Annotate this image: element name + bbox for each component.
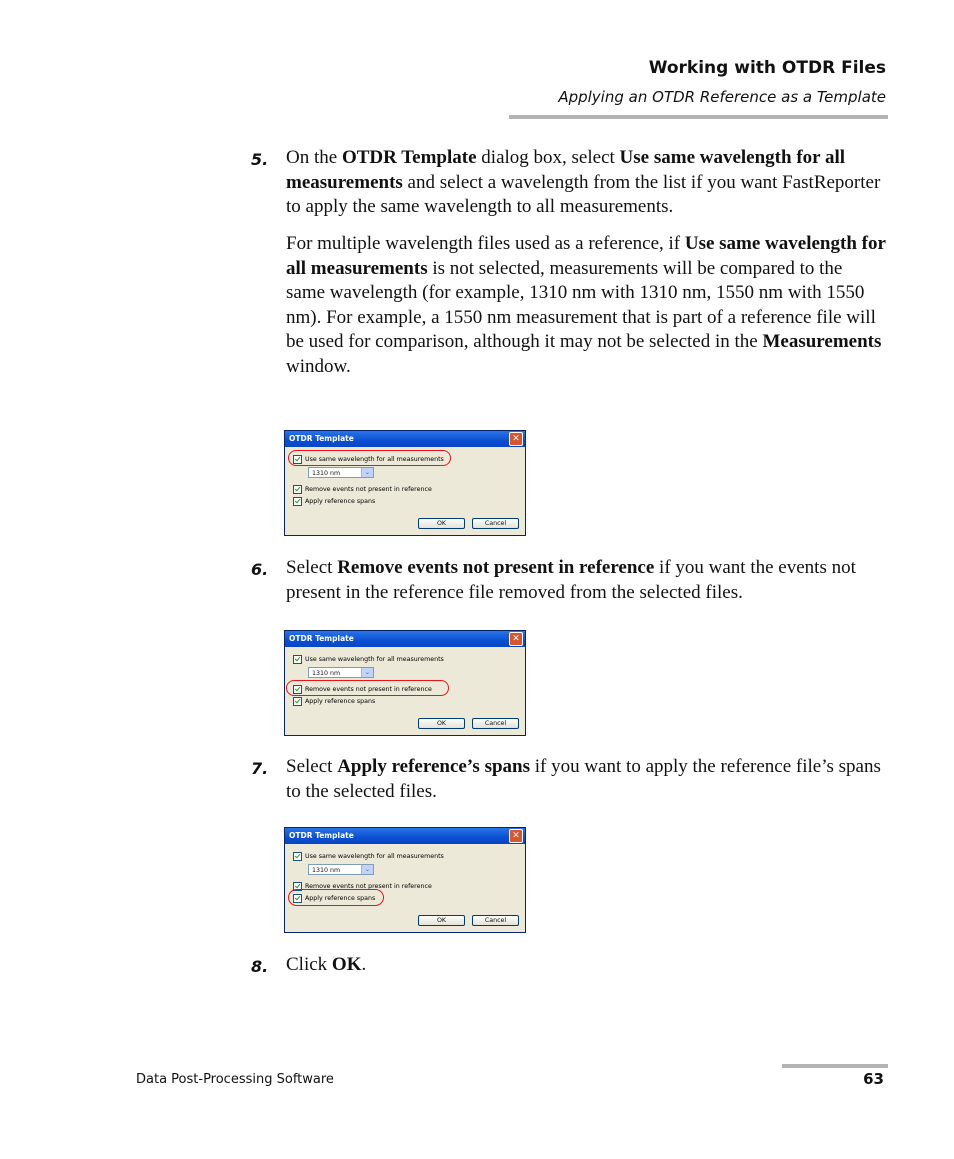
step-text bbox=[286, 755, 886, 804]
checkbox-label: Apply reference spans bbox=[305, 895, 376, 902]
dialog-title-bar bbox=[285, 631, 525, 647]
apply-spans-checkbox[interactable] bbox=[293, 697, 375, 706]
cancel-button[interactable]: Cancel bbox=[472, 915, 519, 926]
step-number: 5. bbox=[251, 150, 269, 169]
text-run: . bbox=[361, 954, 367, 975]
ui-term: OTDR Template bbox=[341, 147, 477, 168]
cancel-button[interactable]: Cancel bbox=[472, 518, 519, 529]
ui-term: Use same wavelength for all measurements bbox=[286, 233, 886, 279]
highlight-ellipse bbox=[288, 450, 451, 466]
step-number: 8. bbox=[251, 957, 269, 976]
select-value: 1310 nm bbox=[312, 867, 341, 874]
text-run: Select bbox=[286, 557, 338, 578]
wavelength-select[interactable] bbox=[308, 864, 374, 875]
text-run: if you want to apply the reference file’s spans to the selected files. bbox=[286, 756, 881, 802]
text-run: On the bbox=[286, 147, 342, 168]
select-value: 1310 nm bbox=[312, 670, 341, 677]
running-header-subtitle: Applying an OTDR Reference as a Template bbox=[558, 88, 886, 106]
step-number: 7. bbox=[251, 759, 269, 778]
text-run: For multiple wavelength files used as a reference, if bbox=[286, 233, 685, 254]
ui-term: Measurements bbox=[762, 331, 882, 353]
ok-button[interactable]: OK bbox=[418, 518, 465, 529]
checkbox-label: Remove events not present in reference bbox=[305, 686, 432, 693]
text-run: is not selected, measurements will be compared to the same wavelength (for example, 1310 nm with 1310 nm, 1550 nm with 1550 nm). For example, a 1550 nm measurement that is part of a reference file will be used for comparison, although it may not be selected in the bbox=[286, 257, 876, 353]
footer-doc-title: Data Post-Processing Software bbox=[136, 1072, 334, 1087]
cancel-button[interactable]: Cancel bbox=[472, 718, 519, 729]
dialog-title: OTDR Template bbox=[289, 634, 354, 643]
checkbox-box[interactable] bbox=[293, 655, 302, 664]
checkbox-label: Remove events not present in reference bbox=[305, 883, 432, 890]
checkbox-label: Remove events not present in reference bbox=[305, 486, 432, 493]
wavelength-select[interactable] bbox=[308, 467, 374, 478]
chevron-down-icon[interactable]: ⌄ bbox=[361, 865, 373, 874]
dialog-title: OTDR Template bbox=[289, 434, 354, 443]
select-value: 1310 nm bbox=[312, 470, 341, 477]
highlight-ellipse bbox=[286, 680, 449, 696]
ui-term: OK bbox=[331, 954, 362, 975]
close-icon[interactable]: ✕ bbox=[509, 829, 523, 843]
checkbox-box[interactable] bbox=[293, 497, 302, 506]
same-wavelength-checkbox[interactable] bbox=[293, 655, 444, 664]
page-number: 63 bbox=[863, 1070, 884, 1088]
ui-term: Use same wavelength for all measurements bbox=[286, 147, 846, 193]
step-text bbox=[286, 556, 886, 605]
same-wavelength-checkbox[interactable] bbox=[293, 852, 444, 861]
ui-term: Remove events not present in reference bbox=[337, 557, 655, 578]
remove-events-checkbox[interactable] bbox=[293, 485, 432, 494]
checkbox-label: Apply reference spans bbox=[305, 698, 376, 705]
checkbox-label: Use same wavelength for all measurements bbox=[305, 853, 444, 860]
running-header-title: Working with OTDR Files bbox=[648, 58, 886, 78]
step-text bbox=[286, 953, 886, 978]
text-run: if you want the events not present in the reference file removed from the selected files. bbox=[286, 557, 856, 603]
text-run: Select bbox=[286, 756, 338, 777]
wavelength-select[interactable] bbox=[308, 667, 374, 678]
ok-button[interactable]: OK bbox=[418, 718, 465, 729]
apply-spans-checkbox[interactable] bbox=[293, 497, 375, 506]
ok-button[interactable]: OK bbox=[418, 915, 465, 926]
checkbox-label: Apply reference spans bbox=[305, 498, 376, 505]
checkbox-label: Use same wavelength for all measurements bbox=[305, 656, 444, 663]
checkbox-box[interactable] bbox=[293, 852, 302, 861]
text-run: window. bbox=[286, 355, 351, 377]
otdr-template-dialog bbox=[284, 630, 526, 736]
step-note bbox=[286, 232, 886, 380]
dialog-title-bar bbox=[285, 431, 525, 447]
chevron-down-icon[interactable]: ⌄ bbox=[361, 468, 373, 477]
chevron-down-icon[interactable]: ⌄ bbox=[361, 668, 373, 677]
dialog-title-bar bbox=[285, 828, 525, 844]
otdr-template-dialog bbox=[284, 827, 526, 933]
close-icon[interactable]: ✕ bbox=[509, 632, 523, 646]
text-run: dialog box, select bbox=[476, 147, 620, 168]
close-icon[interactable]: ✕ bbox=[509, 432, 523, 446]
header-rule bbox=[509, 115, 888, 119]
text-run: Click bbox=[286, 954, 332, 975]
step-number: 6. bbox=[251, 560, 269, 579]
highlight-ellipse bbox=[288, 889, 384, 906]
text-run: and select a wavelength from the list if you want FastReporter to apply the same wavelength to all measurements. bbox=[286, 171, 881, 218]
otdr-template-dialog bbox=[284, 430, 526, 536]
ui-term: Apply reference’s spans bbox=[337, 756, 530, 777]
checkbox-box[interactable] bbox=[293, 485, 302, 494]
step-text bbox=[286, 146, 886, 220]
dialog-title: OTDR Template bbox=[289, 831, 354, 840]
checkbox-box[interactable] bbox=[293, 697, 302, 706]
checkbox-label: Use same wavelength for all measurements bbox=[305, 456, 444, 463]
footer-rule bbox=[782, 1064, 888, 1068]
